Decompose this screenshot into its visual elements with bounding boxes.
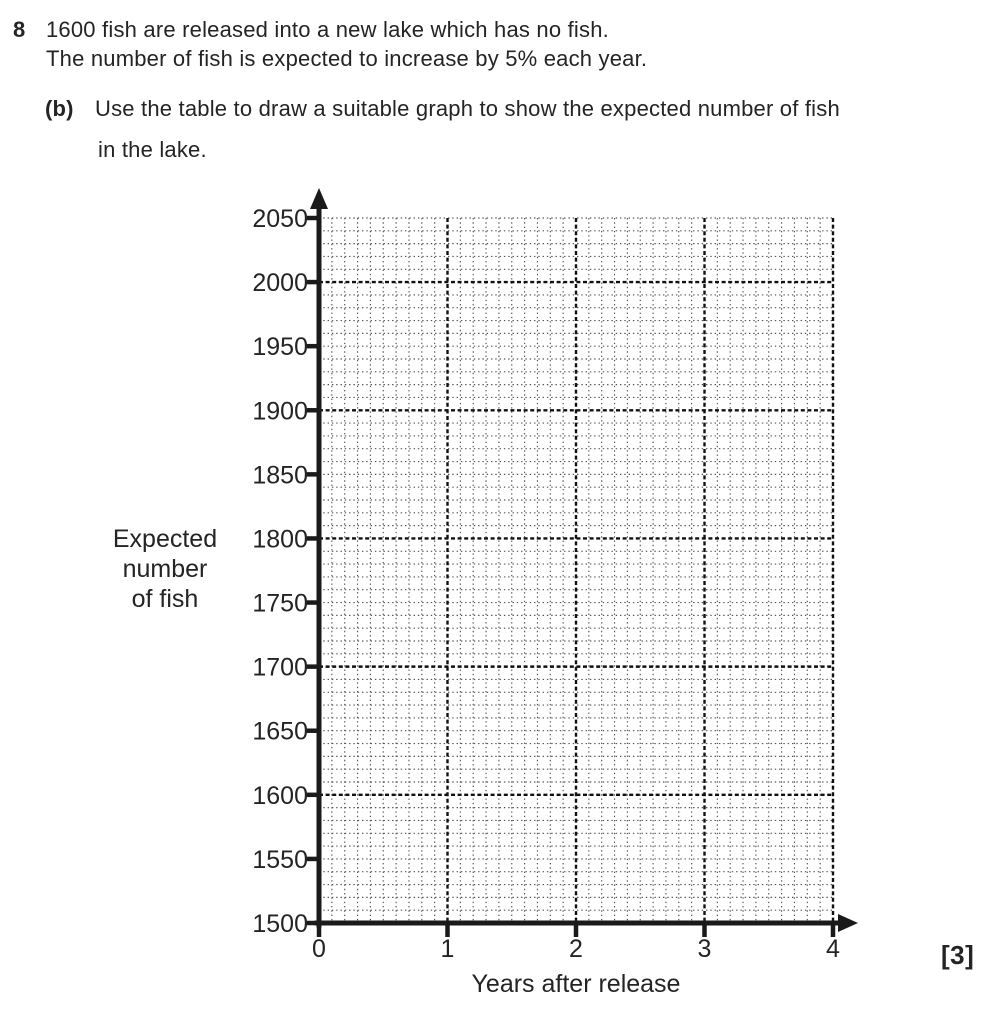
y-tick-label: 1800 xyxy=(252,525,308,554)
x-tick-label: 3 xyxy=(697,935,712,963)
y-tick-label: 1700 xyxy=(252,653,308,682)
svg-text:of fish: of fish xyxy=(131,585,199,613)
question-intro-line2: The number of fish is expected to increase by 5% each year. xyxy=(46,46,648,71)
x-axis-arrow-icon xyxy=(838,914,858,932)
y-tick-label: 1550 xyxy=(252,845,308,874)
x-tick-label: 2 xyxy=(569,935,583,963)
x-tick-label: 1 xyxy=(440,935,455,963)
part-b-text-line1: Use the table to draw a suitable graph to show the expected number of fish xyxy=(95,96,840,121)
x-tick-label: 0 xyxy=(312,935,326,963)
part-b-text-line2: in the lake. xyxy=(98,137,207,162)
y-tick-label: 1750 xyxy=(252,589,308,618)
y-tick-marks xyxy=(307,218,318,923)
x-tick-labels xyxy=(312,935,840,963)
question-number: 8 xyxy=(13,17,26,42)
y-tick-label: 2050 xyxy=(252,205,308,233)
marks-badge: [3] xyxy=(941,940,975,970)
y-tick-label: 1900 xyxy=(252,397,308,426)
y-tick-label: 1500 xyxy=(252,910,308,938)
svg-text:number: number xyxy=(122,555,208,583)
x-tick-label: 4 xyxy=(826,935,840,963)
y-tick-label: 1950 xyxy=(252,333,308,362)
svg-text:Expected: Expected xyxy=(112,525,218,553)
y-axis-arrow-icon xyxy=(310,188,328,209)
y-tick-label: 1600 xyxy=(252,781,308,810)
y-tick-label: 2000 xyxy=(252,269,308,298)
y-tick-label: 1650 xyxy=(252,717,308,746)
y-tick-label: 1850 xyxy=(252,461,308,490)
x-axis-title: Years after release xyxy=(471,970,681,998)
y-axis-title xyxy=(113,525,217,613)
question-intro-line1: 1600 fish are released into a new lake which has no fish. xyxy=(46,17,609,42)
part-b-label: (b) xyxy=(45,96,74,121)
y-tick-labels xyxy=(252,205,308,938)
